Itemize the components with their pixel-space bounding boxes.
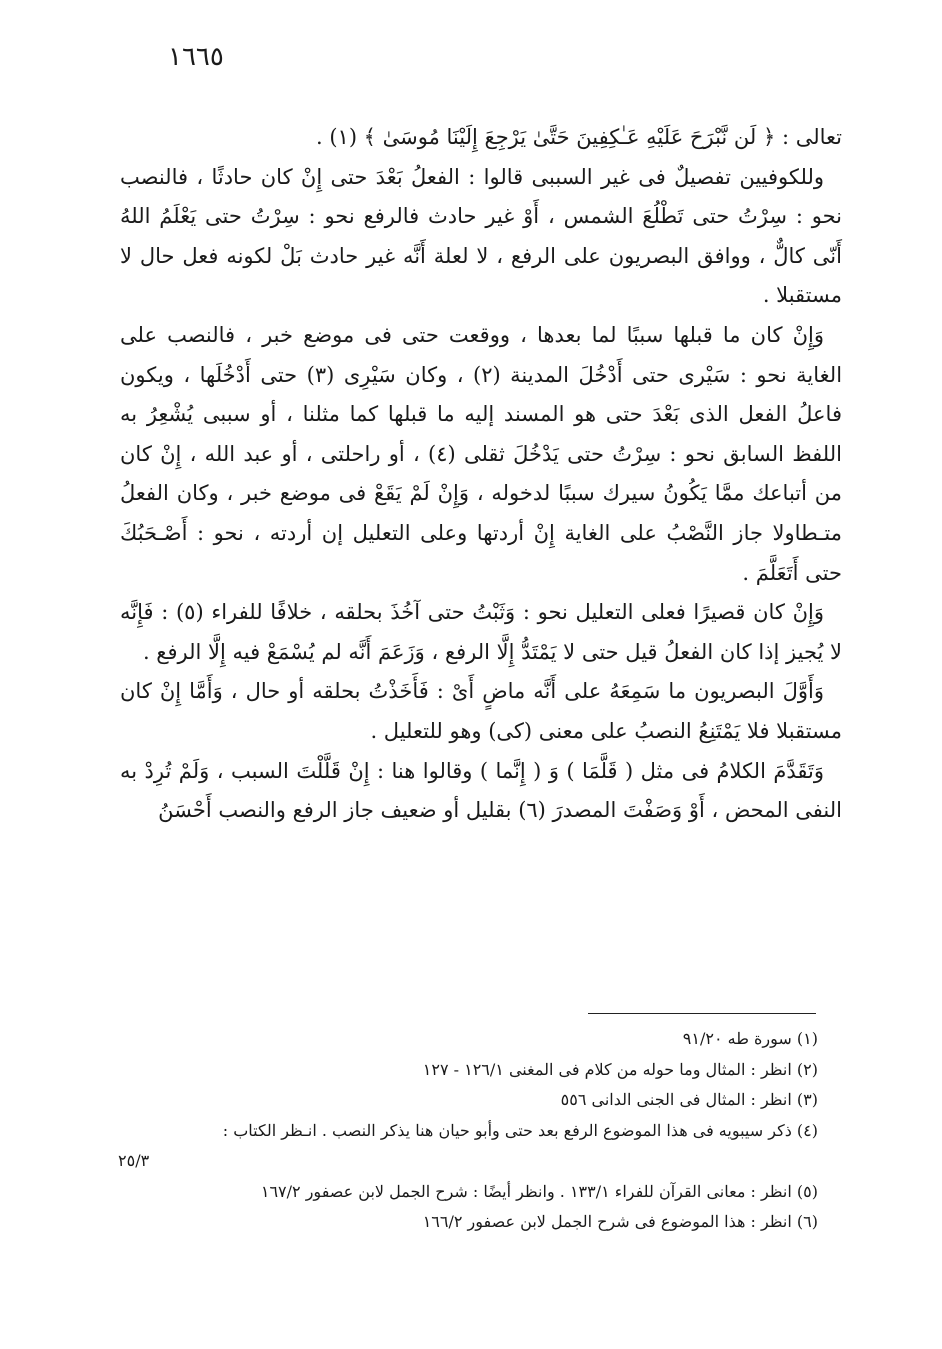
paragraph-causal-case: وَإِنْ كان ما قبلها سببًا لما بعدها ، ووقعت حتى فى موضع خبر ، فالنصب على الغاية نحو : سَيْرى حتى أَدْخُلَ المدينة (٢) ، وكان سَيْرِى (٣) حتى أَدْخُلَها ، ويكون فاعلُ الفعل الذى بَعْدَ حتى هو المسند إليه ما قبلها كما مثلنا ، أو سببى يُشْعِرُ به اللفظ السابق نحو : سِرْتُ حتى يَدْخُلَ ثقلى (٤) ، أو راحلتى ، أو عبد الله ، إِنْ كان من أتباعك ممَّا يَكُونُ سيرك سببًا لدخوله ، وَإِنْ لَمْ يَقَعْ فى موضع خبر ، وكان الفعلُ متـطاولا جاز النَّصْبُ على الغاية إِنْ أردتها وعلى التعليل إن أردته ، نحو : أَصْـحَبُكَ حتى أَتَعَلَّمَ . <box>120 322 843 585</box>
footnote-4: (٤) ذكر سيبويه فى هذا الموضوع الرفع بعد حتى وأبو حيان هنا يذكر النصب . انـظر الكتاب : <box>222 1120 818 1140</box>
footnote-6: (٦) انظر : هذا الموضوع فى شرح الجمل لابن عصفور ١٦٦/٢ <box>422 1212 818 1231</box>
footnote-4-continuation: ٢٥/٣ <box>118 1151 150 1170</box>
footnote-5: (٥) انظر : معانى القرآن للفراء ١٣٣/١ . وانظر أيضًا : شرح الجمل لابن عصفور ١٦٧/٢ <box>260 1181 818 1201</box>
footnote-1: (١) سورة طه ٩١/٢٠ <box>682 1029 818 1048</box>
paragraph-basran-interpretation: وَأَوَّلَ البصريون ما سَمِعَهُ على أَنَّه ماضٍ أَىْ : فَأَخَذْتُ بحلقه أو حال ، وَأَمَّا إِنْ كان مستقبلا فلا يَمْتَنِعُ النصبُ على معنى (كى) وهو للتعليل . <box>120 679 842 743</box>
paragraph-quran-verse: تعالى : ﴿ لَن نَّبْرَحَ عَلَيْهِ عَـٰكِفِينَ حَتَّىٰ يَرْجِعَ إِلَيْنَا مُوسَىٰ ﴾ (١) . <box>315 125 842 149</box>
paragraph-short-verb: وَإِنْ كان قصيرًا فعلى التعليل نحو : وَثَبْتُ حتى آخُذَ بحلقه ، خلافًا للفراء (٥) : فَإِنَّه لا يُجيز إذا كان الفعلُ قيل حتى لا يَمْتَدُّ إِلَّا الرفع ، وَزَعَمَ أَنَّه لم يُسْمَعْ فيه إِلَّا الرفع . <box>120 600 842 664</box>
paragraph-kufan-view: وللكوفيين تفصيلٌ فى غير السببى قالوا : الفعلُ بَعْدَ حتى إِنْ كان حادثًا ، فالنصب نحو : سِرْتُ حتى تَطْلُعَ الشمس ، أَوْ غير حادث فالرفع نحو : سِرْتُ حتى يَعْلَمُ اللهُ أَنّى كالٌّ ، ووافق البصريون على الرفع ، لا لعلة أَنَّه غير حادث بَلْ لكونه فعل حال لا مستقبلا . <box>120 164 842 308</box>
page-number: ١٦٦٥ <box>168 42 224 72</box>
footnote-3: (٣) انظر : المثال فى الجنى الدانى ٥٥٦ <box>560 1090 818 1109</box>
footnotes <box>118 1024 818 1238</box>
footnote-2: (٢) انظر : المثال وما حوله من كلام فى المغنى ١٢٦/١ - ١٢٧ <box>422 1059 818 1079</box>
footnote-separator <box>588 1013 816 1014</box>
main-text <box>120 118 842 831</box>
paragraph-qallama: وَتَقَدَّمَ الكلامُ فى مثل ( قَلَّمَا ) وَ ( إِنَّما ) وقالوا هنا : إِنْ قَلَّلْتَ السبب ، وَلَمْ تُرِدْ به النفى المحض ، أَوْ وَصَفْتَ المصدرَ (٦) بقليل أو ضعيف جاز الرفع والنصب أَحْسَنُ <box>120 758 842 823</box>
